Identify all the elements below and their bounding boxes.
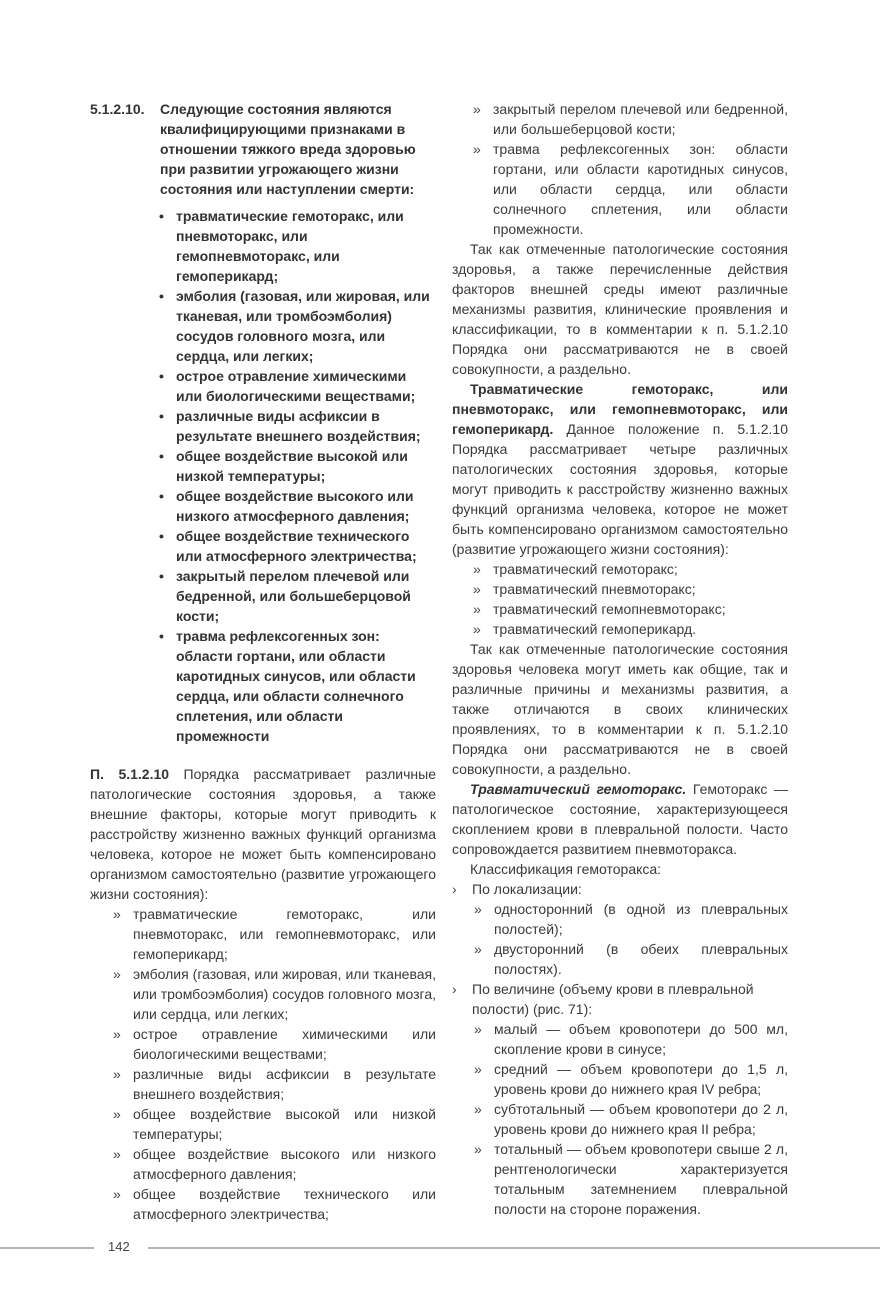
list-item [159,446,436,486]
paragraph-text: Гемоторакс — патологическое состояние, характеризующееся скоплением крови в плевральной полости. Часто сопровождается развитием пневмоторакса. [452,781,788,857]
list-item-text: двусторонний (в обеих плевральных полостях). [494,941,788,977]
list-item [474,939,788,979]
list-item-text: общее воздействие технического или атмосферного электричества; [176,528,417,564]
list-item-text: тотальный — объем кровопотери свыше 2 л, рентгенологически характеризуется тотальным затемнением плевральной полости на стороне поражения. [494,1141,788,1217]
paragraph: Так как отмеченные патологические состояния здоровья, а также перечисленные действия факторов внешней среды имеют различные механизмы развития, клинические проявления и классификации, то в комментарии к п. 5.1.2.10 Порядка они рассматриваются не в своей совокупности, а раздельно. [452,241,788,377]
classification-items [472,1019,788,1219]
list-item [474,1059,788,1099]
list-item-text: травматический пневмоторакс; [493,581,696,597]
list-item [473,579,788,599]
list-item-text: различные виды асфиксии в результате внешнего воздействия; [133,1066,436,1102]
paragraph-text: Данное положение п. 5.1.2.10 Порядка рассматривает четыре различных патологических состояния здоровья, которые могут приводить к расстройству жизненно важных функций организма человека, которое не может быть компенсировано организмом самостоятельно (развитие угрожающего жизни состояния): [452,421,788,557]
bullet-icon: • [159,628,164,644]
list-item [113,1064,436,1104]
bullet-icon: • [159,528,164,544]
footer-rule-right [148,1247,880,1249]
raquo-icon: » [473,601,481,617]
raquo-icon: » [473,141,481,157]
list-item [159,206,436,286]
list-item-text: травматический гемоторакс; [493,561,678,577]
list-item [473,559,788,579]
list-item [159,366,436,406]
raquo-icon: » [474,1141,482,1157]
list-item [159,286,436,366]
list-item [474,1099,788,1139]
comment-paragraph [90,764,436,904]
bullet-icon: • [159,448,164,464]
list-item [159,626,436,746]
list-item [113,1144,436,1184]
list-item-text: средний — объем кровопотери до 1,5 л, уровень крови до нижнего края IV ребра; [494,1061,788,1097]
list-item [473,619,788,639]
conditions-list [452,559,788,639]
list-item-text: общее воздействие высокой или низкой температуры; [133,1106,436,1142]
list-item [473,139,788,239]
raquo-icon: » [473,621,481,637]
chevron-right-icon: › [452,981,457,997]
classification-group-label: По величине (объему крови в плевральной полости) (рис. 71): [472,981,754,1017]
paragraph [452,379,788,559]
bullet-icon: • [159,368,164,384]
raquo-icon: » [473,561,481,577]
raquo-icon: » [113,1106,121,1122]
raquo-icon: » [473,101,481,117]
paragraph: Так как отмеченные патологические состояния здоровья человека могут иметь как общие, так и различные причины и механизмы развития, а также отличаются в своих клинических проявлениях, то в комментарии к п. 5.1.2.10 Порядка они рассматриваются не в своей совокупности, а раздельно. [452,641,788,777]
list-item-text: острое отравление химическими или биологическими веществами; [133,1026,436,1062]
paragraph [452,779,788,859]
list-item [474,1139,788,1219]
list-item-text: общее воздействие технического или атмосферного электричества; [133,1186,436,1222]
bullet-icon: • [159,568,164,584]
chevron-right-icon: › [452,881,457,897]
comment-text: Порядка рассматривает различные патологические состояния здоровья, а также внешние факторы, которые могут приводить к расстройству жизненно важных функций организма человека, которое не может быть компенсировано организмом самостоятельно (развитие угрожающего жизни состояния): [90,766,436,902]
list-item [159,526,436,566]
list-item-text: общее воздействие высокого или низкого атмосферного давления; [133,1146,436,1182]
qualifying-signs-list [90,206,436,746]
raquo-icon: » [113,1146,121,1162]
list-item-text: острое отравление химическими или биологическими веществами; [176,368,416,404]
raquo-icon: » [474,1101,482,1117]
list-item [159,406,436,446]
list-item-text: травма рефлексогенных зон: области гортани, или области каротидных синусов, или области сердца, или области солнечного сплетения, или области промежности [176,628,416,744]
paragraph-heading: Травматические гемоторакс, или пневмоторакс, или гемопневмоторакс, или гемоперикард. [452,381,788,437]
list-item-text: эмболия (газовая, или жировая, или тканевая, или тромбоэмболия) сосудов головного мозга, или сердца, или легких; [176,288,430,364]
raquo-icon: » [113,1186,121,1202]
raquo-icon: » [474,941,482,957]
list-item-text: травматический гемоперикард. [493,621,697,637]
list-item-text: травма рефлексогенных зон: области гортани, или области каротидных синусов, или области сердца, или области солнечного сплетения, или области промежности. [493,141,788,237]
footer-rule-left [0,1247,94,1249]
list-item-text: общее воздействие высокого или низкого атмосферного давления; [176,488,414,524]
comment-list [90,904,436,1224]
list-item [473,599,788,619]
list-item-text: различные виды асфиксии в результате внешнего воздействия; [176,408,421,444]
list-item-text: общее воздействие высокой или низкой температуры; [176,448,408,484]
list-item-text: травматические гемоторакс, или пневмоторакс, или гемопневмоторакс, или гемоперикард; [133,906,436,962]
list-item [113,1184,436,1224]
classification-group-label: По локализации: [472,881,582,897]
list-item-text: односторонний (в одной из плевральных полостей); [494,901,788,937]
raquo-icon: » [113,1066,121,1082]
comment-lead: П. 5.1.2.10 [90,766,170,782]
list-item-text: малый — объем кровопотери до 500 мл, скопление крови в синусе; [494,1021,788,1057]
list-item-text: закрытый перелом плечевой или бедренной, или большеберцовой кости; [176,568,411,624]
bullet-icon: • [159,488,164,504]
list-item [159,486,436,526]
raquo-icon: » [113,1026,121,1042]
list-item [159,566,436,626]
list-item-text: закрытый перелом плечевой или бедренной, или большеберцовой кости; [493,101,788,137]
raquo-icon: » [113,906,121,922]
raquo-icon: » [474,1061,482,1077]
list-item [474,1019,788,1059]
raquo-icon: » [473,581,481,597]
paragraph-heading: Травматический гемоторакс. [470,781,687,797]
section-heading [90,99,436,746]
list-item [113,1024,436,1064]
list-item-text: эмболия (газовая, или жировая, или тканевая, или тромбоэмболия) сосудов головного мозга, или сердца, или легких; [133,966,436,1022]
raquo-icon: » [474,1021,482,1037]
page-number: 142 [108,1239,130,1254]
list-item-text: травматические гемоторакс, или пневмоторакс, или гемопневмоторакс, или гемоперикард; [176,208,404,284]
continued-list [452,99,788,239]
section-title: Следующие состояния являются квалифицирующими признаками в отношении тяжкого вреда здоровью при развитии угрожающего жизни состояния или наступлении смерти: [160,101,416,197]
list-item [113,964,436,1024]
classification-group [452,879,788,979]
list-item [113,1104,436,1144]
page-footer [0,1238,880,1258]
list-item-text: субтотальный — объем кровопотери до 2 л, уровень крови до нижнего края II ребра; [494,1101,788,1137]
classification-title: Классификация гемоторакса: [470,861,662,877]
list-item [473,99,788,139]
classification-items [472,899,788,979]
bullet-icon: • [159,208,164,224]
raquo-icon: » [474,901,482,917]
raquo-icon: » [113,966,121,982]
right-column [452,99,788,1219]
classification-list [452,879,788,1219]
section-number: 5.1.2.10. [90,101,145,117]
list-item [474,899,788,939]
left-column [90,99,436,1224]
list-item-text: травматический гемопневмоторакс; [493,601,726,617]
bullet-icon: • [159,288,164,304]
list-item [113,904,436,964]
bullet-icon: • [159,408,164,424]
classification-group [452,979,788,1219]
